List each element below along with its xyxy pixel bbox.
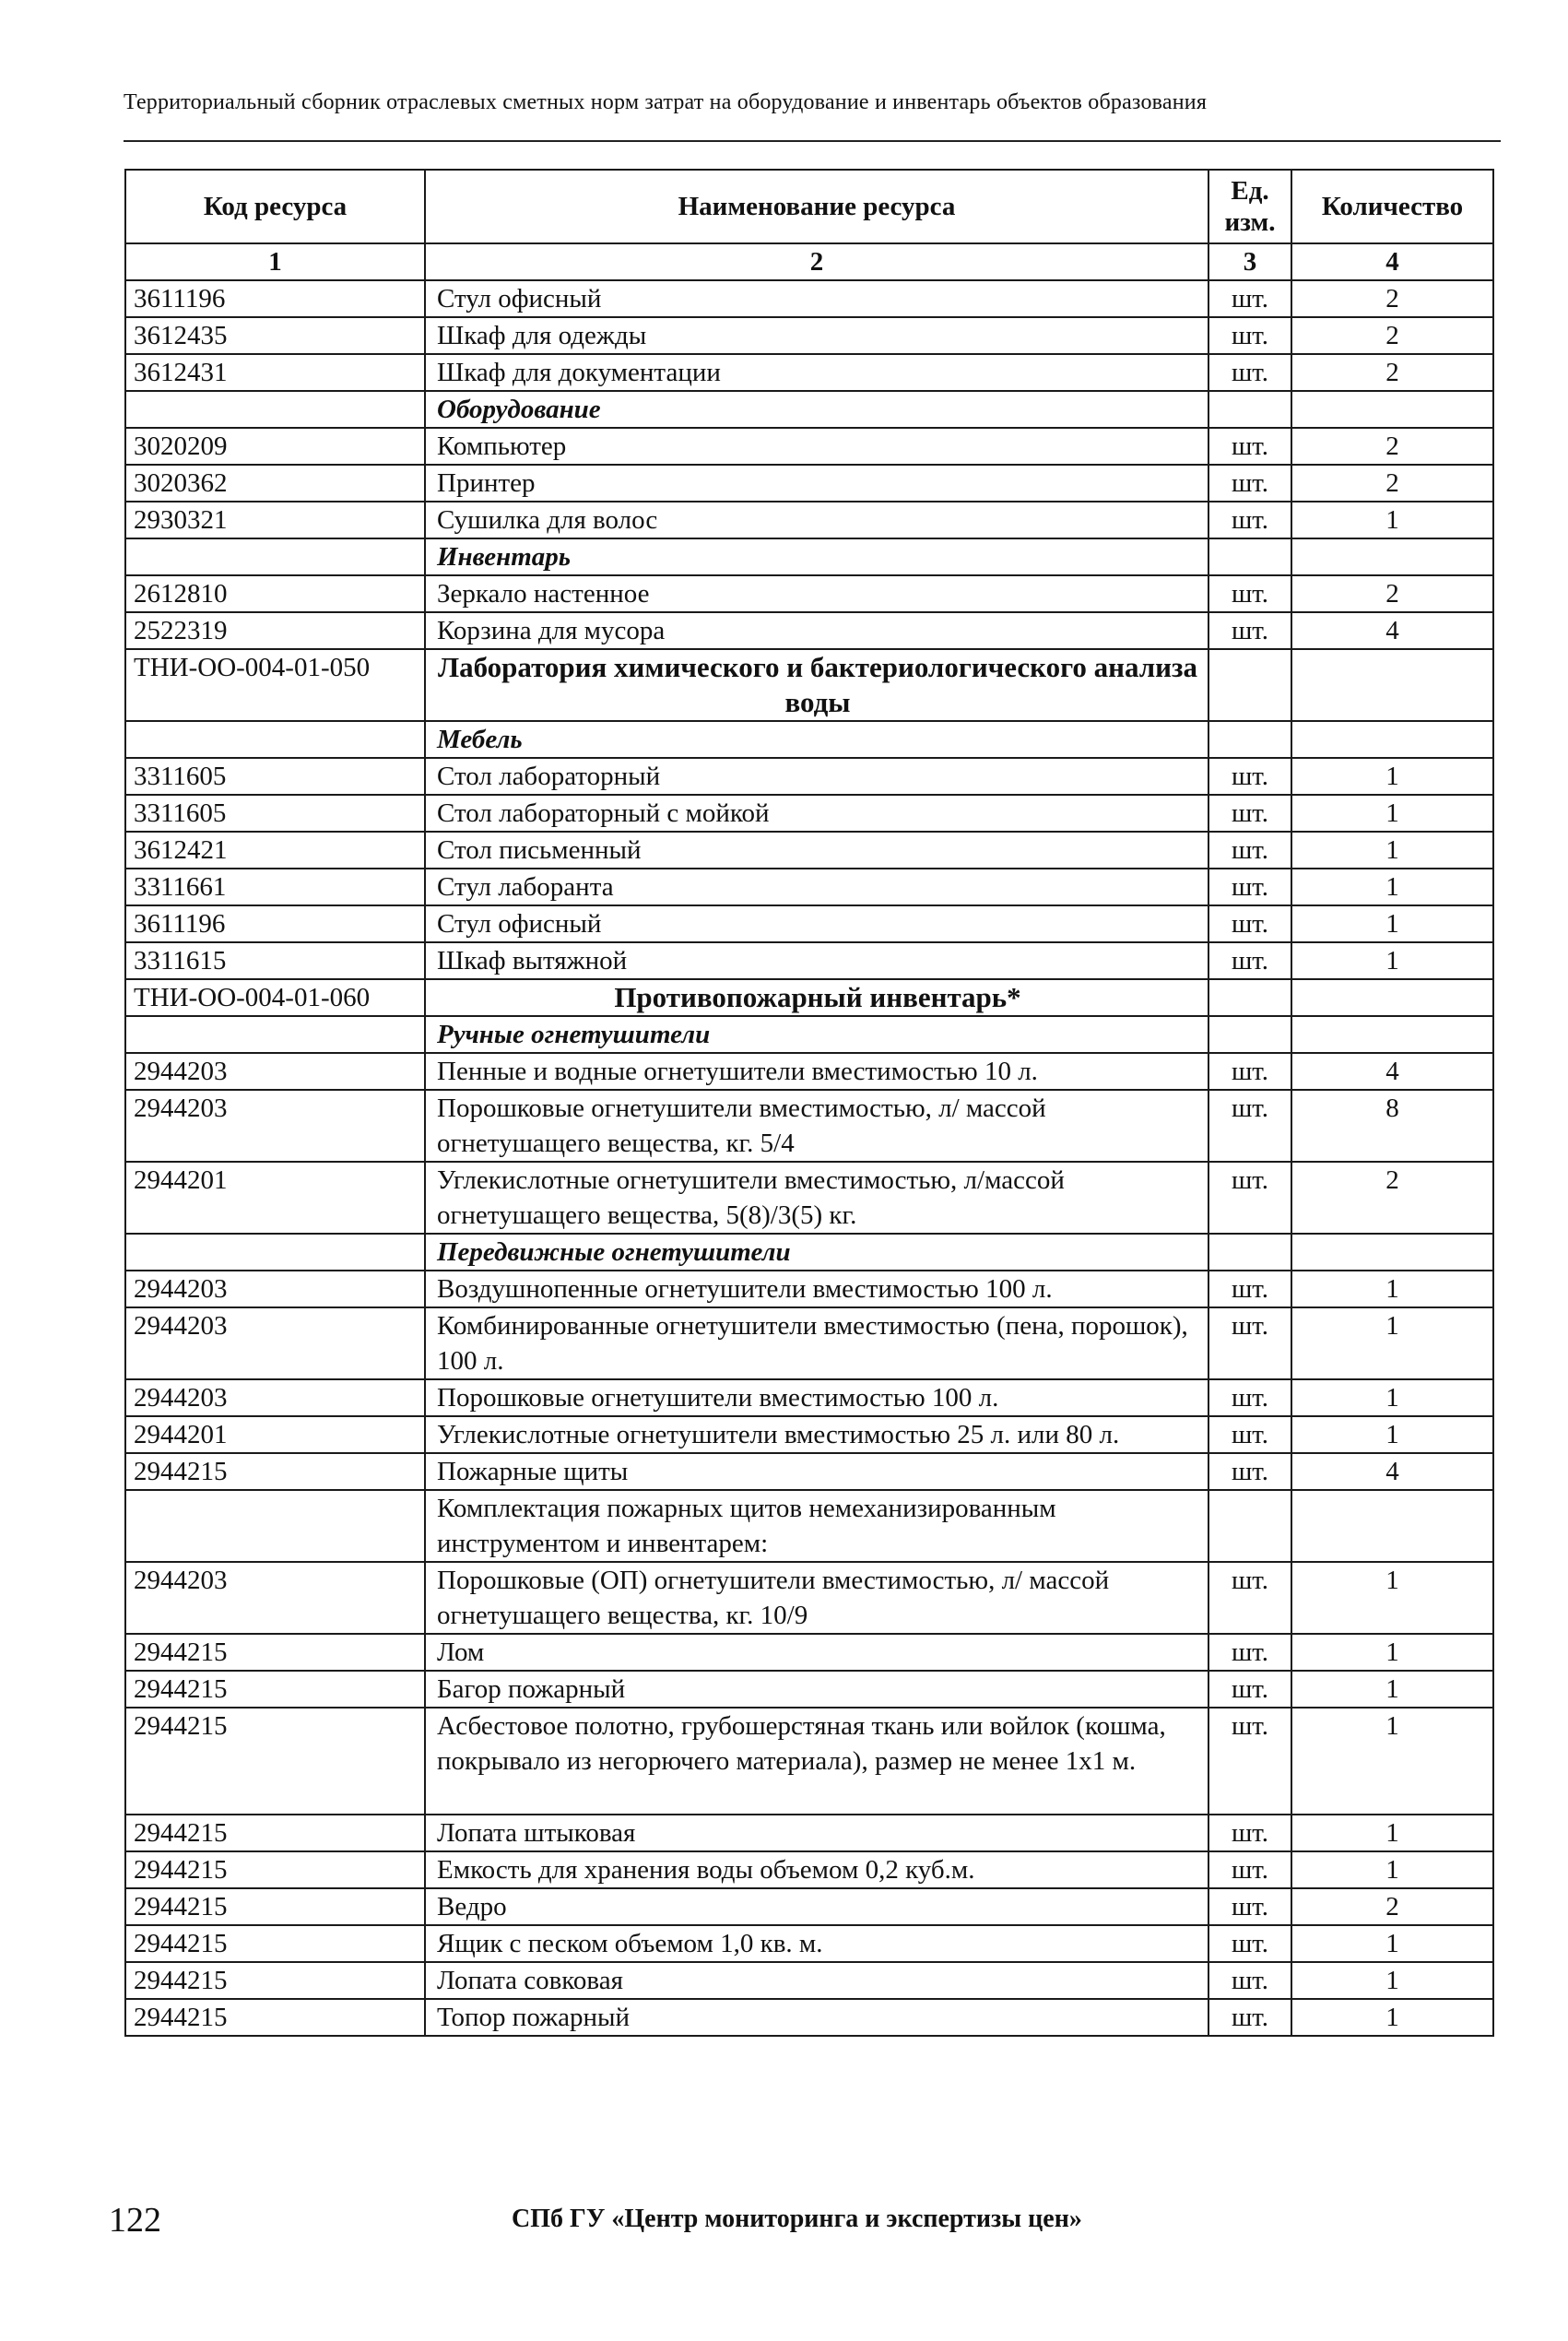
table-row <box>125 1453 1493 1490</box>
resource-name: Лопата совковая <box>425 1962 1208 1999</box>
table-row <box>125 575 1493 612</box>
unit-cell: шт. <box>1208 942 1291 979</box>
resource-name: Комбинированные огнетушители вместимостью (пена, порошок), 100 л. <box>425 1307 1208 1379</box>
quantity-cell: 1 <box>1291 905 1493 942</box>
resource-name: Пожарные щиты <box>425 1453 1208 1490</box>
unit-cell <box>1208 1490 1291 1562</box>
page-number: 122 <box>109 2201 161 2240</box>
resource-name: Стол лабораторный с мойкой <box>425 795 1208 832</box>
header-row <box>125 170 1493 243</box>
resource-code: 2944203 <box>125 1271 425 1307</box>
col-header-name: Наименование ресурса <box>425 170 1208 243</box>
unit-cell: шт. <box>1208 1162 1291 1234</box>
resource-name: Мебель <box>425 721 1208 758</box>
quantity-cell: 2 <box>1291 1162 1493 1234</box>
resource-name: Лопата штыковая <box>425 1815 1208 1851</box>
resource-code <box>125 391 425 428</box>
running-header: Территориальный сборник отраслевых сметных норм затрат на оборудование и инвентарь объектов образования <box>124 90 1208 114</box>
resource-code <box>125 538 425 575</box>
quantity-cell: 1 <box>1291 869 1493 905</box>
unit-cell: шт. <box>1208 465 1291 502</box>
table-row <box>125 1999 1493 2036</box>
quantity-cell: 2 <box>1291 575 1493 612</box>
resource-name: Топор пожарный <box>425 1999 1208 2036</box>
resource-code: 2944203 <box>125 1307 425 1379</box>
unit-cell: шт. <box>1208 1307 1291 1379</box>
unit-cell: шт. <box>1208 1815 1291 1851</box>
table-row <box>125 1708 1493 1815</box>
table-row <box>125 1851 1493 1888</box>
quantity-cell: 1 <box>1291 1416 1493 1453</box>
resource-code: 2944215 <box>125 1453 425 1490</box>
resource-name: Ящик с песком объемом 1,0 кв. м. <box>425 1925 1208 1962</box>
unit-cell: шт. <box>1208 502 1291 538</box>
table-row <box>125 758 1493 795</box>
quantity-cell: 8 <box>1291 1090 1493 1162</box>
unit-cell <box>1208 649 1291 721</box>
unit-cell: шт. <box>1208 1851 1291 1888</box>
resource-name: Багор пожарный <box>425 1671 1208 1708</box>
quantity-cell <box>1291 1234 1493 1271</box>
column-number-row <box>125 243 1493 280</box>
quantity-cell: 1 <box>1291 1307 1493 1379</box>
resource-code: 3311615 <box>125 942 425 979</box>
quantity-cell: 2 <box>1291 354 1493 391</box>
resource-name: Стол лабораторный <box>425 758 1208 795</box>
unit-cell: шт. <box>1208 612 1291 649</box>
col-header-qty: Количество <box>1291 170 1493 243</box>
resource-name: Стол письменный <box>425 832 1208 869</box>
resource-name: Ведро <box>425 1888 1208 1925</box>
resource-code: 2944203 <box>125 1379 425 1416</box>
resource-name: Воздушнопенные огнетушители вместимостью 100 л. <box>425 1271 1208 1307</box>
resource-code: 2944215 <box>125 1671 425 1708</box>
quantity-cell: 2 <box>1291 1888 1493 1925</box>
resource-code: 2944203 <box>125 1562 425 1634</box>
quantity-cell: 1 <box>1291 832 1493 869</box>
quantity-cell: 1 <box>1291 795 1493 832</box>
col-number: 2 <box>425 243 1208 280</box>
footer-organization: СПб ГУ «Центр мониторинга и экспертизы цен» <box>512 2205 1082 2233</box>
unit-cell: шт. <box>1208 1708 1291 1815</box>
quantity-cell: 1 <box>1291 1925 1493 1962</box>
unit-cell: шт. <box>1208 280 1291 317</box>
table-row <box>125 905 1493 942</box>
resource-code: 2944203 <box>125 1053 425 1090</box>
quantity-cell <box>1291 721 1493 758</box>
table-row <box>125 795 1493 832</box>
unit-cell: шт. <box>1208 1888 1291 1925</box>
resource-name: Сушилка для волос <box>425 502 1208 538</box>
unit-cell: шт. <box>1208 1999 1291 2036</box>
table-row <box>125 1379 1493 1416</box>
resource-name: Асбестовое полотно, грубошерстяная ткань или войлок (кошма, покрывало из негорючего материала), размер не менее 1х1 м. <box>425 1708 1208 1815</box>
table-row <box>125 1416 1493 1453</box>
resource-code: 3611196 <box>125 280 425 317</box>
resource-name: Ручные огнетушители <box>425 1016 1208 1053</box>
unit-cell: шт. <box>1208 1925 1291 1962</box>
table-row <box>125 1490 1493 1562</box>
resource-code: 3020362 <box>125 465 425 502</box>
quantity-cell: 1 <box>1291 1634 1493 1671</box>
table-row <box>125 1888 1493 1925</box>
resource-name: Стул лаборанта <box>425 869 1208 905</box>
table-row <box>125 502 1493 538</box>
quantity-cell: 1 <box>1291 758 1493 795</box>
table-row <box>125 1671 1493 1708</box>
resource-name: Зеркало настенное <box>425 575 1208 612</box>
table-row <box>125 354 1493 391</box>
resource-code: 3020209 <box>125 428 425 465</box>
unit-cell: шт. <box>1208 795 1291 832</box>
col-header-code: Код ресурса <box>125 170 425 243</box>
resource-code: 3611196 <box>125 905 425 942</box>
unit-cell: шт. <box>1208 1634 1291 1671</box>
resource-code: 3311605 <box>125 795 425 832</box>
unit-cell: шт. <box>1208 758 1291 795</box>
table-row <box>125 1815 1493 1851</box>
resource-name: Емкость для хранения воды объемом 0,2 куб.м. <box>425 1851 1208 1888</box>
resource-name: Стул офисный <box>425 905 1208 942</box>
unit-cell: шт. <box>1208 1271 1291 1307</box>
resource-code: 2944203 <box>125 1090 425 1162</box>
table-row <box>125 612 1493 649</box>
quantity-cell: 4 <box>1291 1453 1493 1490</box>
quantity-cell <box>1291 979 1493 1016</box>
quantity-cell <box>1291 1016 1493 1053</box>
quantity-cell <box>1291 649 1493 721</box>
quantity-cell: 1 <box>1291 1851 1493 1888</box>
unit-cell <box>1208 979 1291 1016</box>
resource-code <box>125 721 425 758</box>
resource-name: Лом <box>425 1634 1208 1671</box>
quantity-cell: 2 <box>1291 465 1493 502</box>
resource-name: Пенные и водные огнетушители вместимостью 10 л. <box>425 1053 1208 1090</box>
resource-name: Комплектация пожарных щитов немеханизированным инструментом и инвентарем: <box>425 1490 1208 1562</box>
resource-code: 3612431 <box>125 354 425 391</box>
unit-cell: шт. <box>1208 1379 1291 1416</box>
unit-cell <box>1208 391 1291 428</box>
resource-code: 2944215 <box>125 1851 425 1888</box>
quantity-cell: 1 <box>1291 1671 1493 1708</box>
col-header-unit: Ед. изм. <box>1208 170 1291 243</box>
quantity-cell <box>1291 391 1493 428</box>
table-body <box>125 280 1493 2036</box>
resource-code: 2944215 <box>125 1925 425 1962</box>
quantity-cell: 2 <box>1291 428 1493 465</box>
unit-cell: шт. <box>1208 869 1291 905</box>
table-row <box>125 1634 1493 1671</box>
subsection-row <box>125 721 1493 758</box>
resource-code <box>125 1234 425 1271</box>
resource-name: Оборудование <box>425 391 1208 428</box>
table-row <box>125 1307 1493 1379</box>
unit-cell: шт. <box>1208 354 1291 391</box>
table-row <box>125 1962 1493 1999</box>
unit-cell: шт. <box>1208 428 1291 465</box>
resource-code: 2522319 <box>125 612 425 649</box>
resource-code <box>125 1490 425 1562</box>
quantity-cell: 1 <box>1291 1562 1493 1634</box>
table-row <box>125 1925 1493 1962</box>
quantity-cell: 2 <box>1291 280 1493 317</box>
table-row <box>125 869 1493 905</box>
unit-cell <box>1208 1234 1291 1271</box>
table-row <box>125 317 1493 354</box>
col-number: 4 <box>1291 243 1493 280</box>
resource-code: 2944215 <box>125 1815 425 1851</box>
unit-cell: шт. <box>1208 575 1291 612</box>
quantity-cell: 4 <box>1291 612 1493 649</box>
section-header-row <box>125 649 1493 721</box>
table-row <box>125 1053 1493 1090</box>
quantity-cell: 1 <box>1291 1815 1493 1851</box>
resource-code: 3612435 <box>125 317 425 354</box>
resource-name: Углекислотные огнетушители вместимостью 25 л. или 80 л. <box>425 1416 1208 1453</box>
quantity-cell <box>1291 538 1493 575</box>
unit-cell: шт. <box>1208 1090 1291 1162</box>
resource-name: Шкаф для документации <box>425 354 1208 391</box>
col-number: 1 <box>125 243 425 280</box>
unit-cell <box>1208 721 1291 758</box>
unit-cell: шт. <box>1208 905 1291 942</box>
quantity-cell: 1 <box>1291 942 1493 979</box>
resource-name: Шкаф вытяжной <box>425 942 1208 979</box>
resource-code <box>125 1016 425 1053</box>
quantity-cell: 1 <box>1291 1999 1493 2036</box>
resource-code: 2930321 <box>125 502 425 538</box>
quantity-cell: 2 <box>1291 317 1493 354</box>
resource-table <box>124 169 1494 2037</box>
table-row <box>125 1562 1493 1634</box>
unit-cell: шт. <box>1208 1562 1291 1634</box>
quantity-cell <box>1291 1490 1493 1562</box>
resource-code: 3311661 <box>125 869 425 905</box>
unit-cell: шт. <box>1208 1416 1291 1453</box>
resource-code: 2944201 <box>125 1416 425 1453</box>
resource-code: 2944215 <box>125 1708 425 1815</box>
unit-cell: шт. <box>1208 1053 1291 1090</box>
table-row <box>125 832 1493 869</box>
resource-name: Принтер <box>425 465 1208 502</box>
quantity-cell: 4 <box>1291 1053 1493 1090</box>
table-row <box>125 428 1493 465</box>
resource-code: 3612421 <box>125 832 425 869</box>
quantity-cell: 1 <box>1291 1379 1493 1416</box>
table-row <box>125 280 1493 317</box>
resource-name: Порошковые огнетушители вместимостью, л/ массой огнетушащего вещества, кг. 5/4 <box>425 1090 1208 1162</box>
table-row <box>125 942 1493 979</box>
resource-name: Передвижные огнетушители <box>425 1234 1208 1271</box>
resource-code: ТНИ-ОО-004-01-060 <box>125 979 425 1016</box>
quantity-cell: 1 <box>1291 502 1493 538</box>
resource-code: 2944215 <box>125 1888 425 1925</box>
col-number: 3 <box>1208 243 1291 280</box>
unit-cell: шт. <box>1208 1671 1291 1708</box>
unit-cell: шт. <box>1208 1453 1291 1490</box>
unit-cell <box>1208 538 1291 575</box>
resource-code: 2944215 <box>125 1634 425 1671</box>
quantity-cell: 1 <box>1291 1962 1493 1999</box>
table-row <box>125 1162 1493 1234</box>
resource-code: 2944201 <box>125 1162 425 1234</box>
subsection-row <box>125 391 1493 428</box>
resource-name: Корзина для мусора <box>425 612 1208 649</box>
subsection-row <box>125 1234 1493 1271</box>
unit-cell: шт. <box>1208 317 1291 354</box>
quantity-cell: 1 <box>1291 1708 1493 1815</box>
resource-code: 2944215 <box>125 1962 425 1999</box>
resource-name: Порошковые (ОП) огнетушители вместимостью, л/ массой огнетушащего вещества, кг. 10/9 <box>425 1562 1208 1634</box>
unit-cell: шт. <box>1208 832 1291 869</box>
resource-name: Стул офисный <box>425 280 1208 317</box>
resource-name: Порошковые огнетушители вместимостью 100 л. <box>425 1379 1208 1416</box>
resource-name: Шкаф для одежды <box>425 317 1208 354</box>
resource-name: Лаборатория химического и бактериологического анализа воды <box>425 649 1208 721</box>
unit-cell: шт. <box>1208 1962 1291 1999</box>
table-row <box>125 465 1493 502</box>
table-row <box>125 1271 1493 1307</box>
section-header-row <box>125 979 1493 1016</box>
resource-code: 2944215 <box>125 1999 425 2036</box>
table-head <box>125 170 1493 280</box>
subsection-row <box>125 1016 1493 1053</box>
quantity-cell: 1 <box>1291 1271 1493 1307</box>
resource-name: Углекислотные огнетушители вместимостью, л/массой огнетушащего вещества, 5(8)/3(5) кг. <box>425 1162 1208 1234</box>
header-divider <box>124 140 1501 142</box>
resource-code: ТНИ-ОО-004-01-050 <box>125 649 425 721</box>
resource-name: Компьютер <box>425 428 1208 465</box>
unit-cell <box>1208 1016 1291 1053</box>
resource-code: 2612810 <box>125 575 425 612</box>
table-row <box>125 1090 1493 1162</box>
subsection-row <box>125 538 1493 575</box>
resource-code: 3311605 <box>125 758 425 795</box>
resource-name: Инвентарь <box>425 538 1208 575</box>
resource-name: Противопожарный инвентарь* <box>425 979 1208 1016</box>
